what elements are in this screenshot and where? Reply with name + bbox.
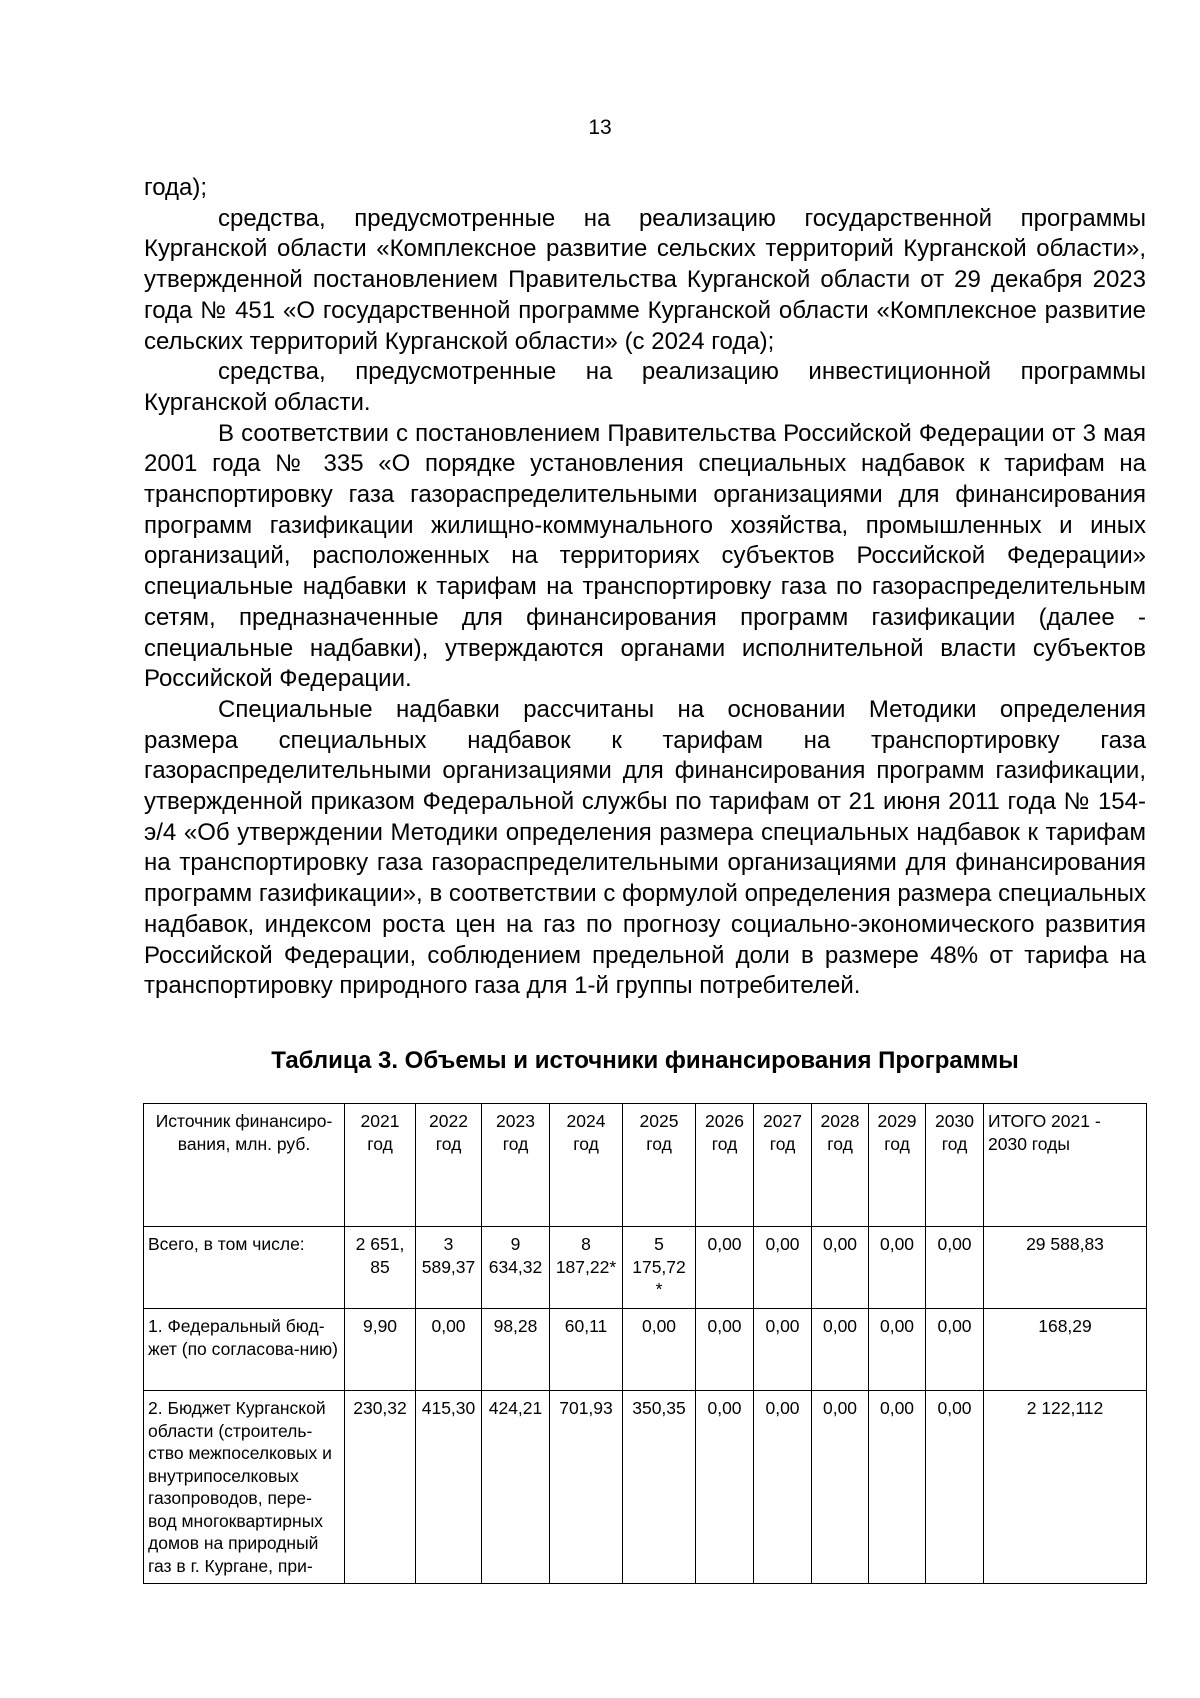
table-cell: 0,00	[812, 1309, 869, 1391]
table-cell: 2 651, 85	[345, 1227, 416, 1309]
table-row	[144, 1227, 1147, 1309]
table-cell: 0,00	[926, 1227, 984, 1309]
header-cell: 2028 год	[812, 1104, 869, 1227]
table-cell: 9,90	[345, 1309, 416, 1391]
table-cell: 415,30	[416, 1391, 482, 1584]
header-cell: 2022 год	[416, 1104, 482, 1227]
row-label: Всего, в том числе:	[144, 1227, 345, 1309]
table-cell: 0,00	[812, 1227, 869, 1309]
page-number: 13	[588, 116, 612, 139]
table-cell: 0,00	[696, 1309, 754, 1391]
table-cell: 3 589,37	[416, 1227, 482, 1309]
table-row	[144, 1309, 1147, 1391]
table-cell: 0,00	[869, 1391, 926, 1584]
table-cell: 0,00	[754, 1391, 812, 1584]
table-cell: 0,00	[926, 1391, 984, 1584]
table-cell: 0,00	[696, 1227, 754, 1309]
table-cell: 29 588,83	[984, 1227, 1147, 1309]
header-cell: 2025 год	[623, 1104, 696, 1227]
header-cell: 2027 год	[754, 1104, 812, 1227]
table-cell: 350,35	[623, 1391, 696, 1584]
row-label: 1. Федеральный бюд-жет (по согласова-нию)	[144, 1309, 345, 1391]
row-label: 2. Бюджет Курганской области (строитель-ство межпоселковых и внутрипоселковых газопроводов, пере-вод многоквартирных домов на природный газ в г. Кургане, при-	[144, 1391, 345, 1584]
paragraph: Специальные надбавки рассчитаны на основании Методики определения размера специальных надбавок к тарифам на транспортировку газа газораспределительными организациями для финансирования программ газификации, утвержденной приказом Федеральной службы по тарифам от 21 июня 2011 года № 154-э/4 «Об утверждении Методики определения размера специальных надбавок к тарифам на транспортировку газа газораспределительными организациями для финансирования программ газификации», в соответствии с формулой определения размера специальных надбавок, индексом роста цен на газ по прогнозу социально-экономического развития Российской Федерации, соблюдением предельной доли в размере 48% от тарифа на транспортировку природного газа для 1-й группы потребителей.	[144, 695, 1146, 1000]
table-cell: 5 175,72 *	[623, 1227, 696, 1309]
table-cell: 0,00	[754, 1227, 812, 1309]
table-header-row	[144, 1104, 1147, 1227]
financing-table	[143, 1103, 1147, 1584]
header-cell: ИТОГО 2021 - 2030 годы	[984, 1104, 1147, 1227]
table-cell: 0,00	[869, 1227, 926, 1309]
header-cell: Источник финансиро-вания, млн. руб.	[144, 1104, 345, 1227]
table-cell: 98,28	[482, 1309, 550, 1391]
table-cell: 424,21	[482, 1391, 550, 1584]
paragraph: средства, предусмотренные на реализацию государственной программы Курганской области «Комплексное развитие сельских территорий Курганской области», утвержденной постановлением Правительства Курганской области от 29 декабря 2023 года № 451 «О государственной программе Курганской области «Комплексное развитие сельских территорий Курганской области» (с 2024 года);	[144, 204, 1146, 355]
table-cell: 2 122,112	[984, 1391, 1147, 1584]
header-cell: 2023 год	[482, 1104, 550, 1227]
table-cell: 701,93	[550, 1391, 623, 1584]
table-cell: 8 187,22*	[550, 1227, 623, 1309]
table-cell: 60,11	[550, 1309, 623, 1391]
header-cell: 2021 год	[345, 1104, 416, 1227]
paragraph: года);	[144, 174, 208, 201]
header-cell: 2024 год	[550, 1104, 623, 1227]
table-cell: 0,00	[926, 1309, 984, 1391]
table-cell: 9 634,32	[482, 1227, 550, 1309]
header-cell: 2030 год	[926, 1104, 984, 1227]
table-cell: 0,00	[416, 1309, 482, 1391]
table-cell: 0,00	[696, 1391, 754, 1584]
paragraph: В соответствии с постановлением Правительства Российской Федерации от 3 мая 2001 года № 335 «О порядке установления специальных надбавок к тарифам на транспортировку газа газораспределительными организациями для финансирования программ газификации жилищно-коммунального хозяйства, промышленных и иных организаций, расположенных на территориях субъектов Российской Федерации» специальные надбавки к тарифам на транспортировку газа по газораспределительным сетям, предназначенные для финансирования программ газификации (далее - специальные надбавки), утверждаются органами исполнительной власти субъектов Российской Федерации.	[144, 419, 1146, 693]
paragraph: средства, предусмотренные на реализацию инвестиционной программы Курганской области.	[144, 358, 1146, 416]
table-cell: 168,29	[984, 1309, 1147, 1391]
body-text	[144, 173, 1146, 1002]
table-cell: 0,00	[754, 1309, 812, 1391]
table-row	[144, 1391, 1147, 1584]
table-cell: 230,32	[345, 1391, 416, 1584]
table-title: Таблица 3. Объемы и источники финансирования Программы	[271, 1047, 1019, 1074]
header-cell: 2026 год	[696, 1104, 754, 1227]
table-cell: 0,00	[623, 1309, 696, 1391]
header-cell: 2029 год	[869, 1104, 926, 1227]
table-cell: 0,00	[812, 1391, 869, 1584]
table-cell: 0,00	[869, 1309, 926, 1391]
